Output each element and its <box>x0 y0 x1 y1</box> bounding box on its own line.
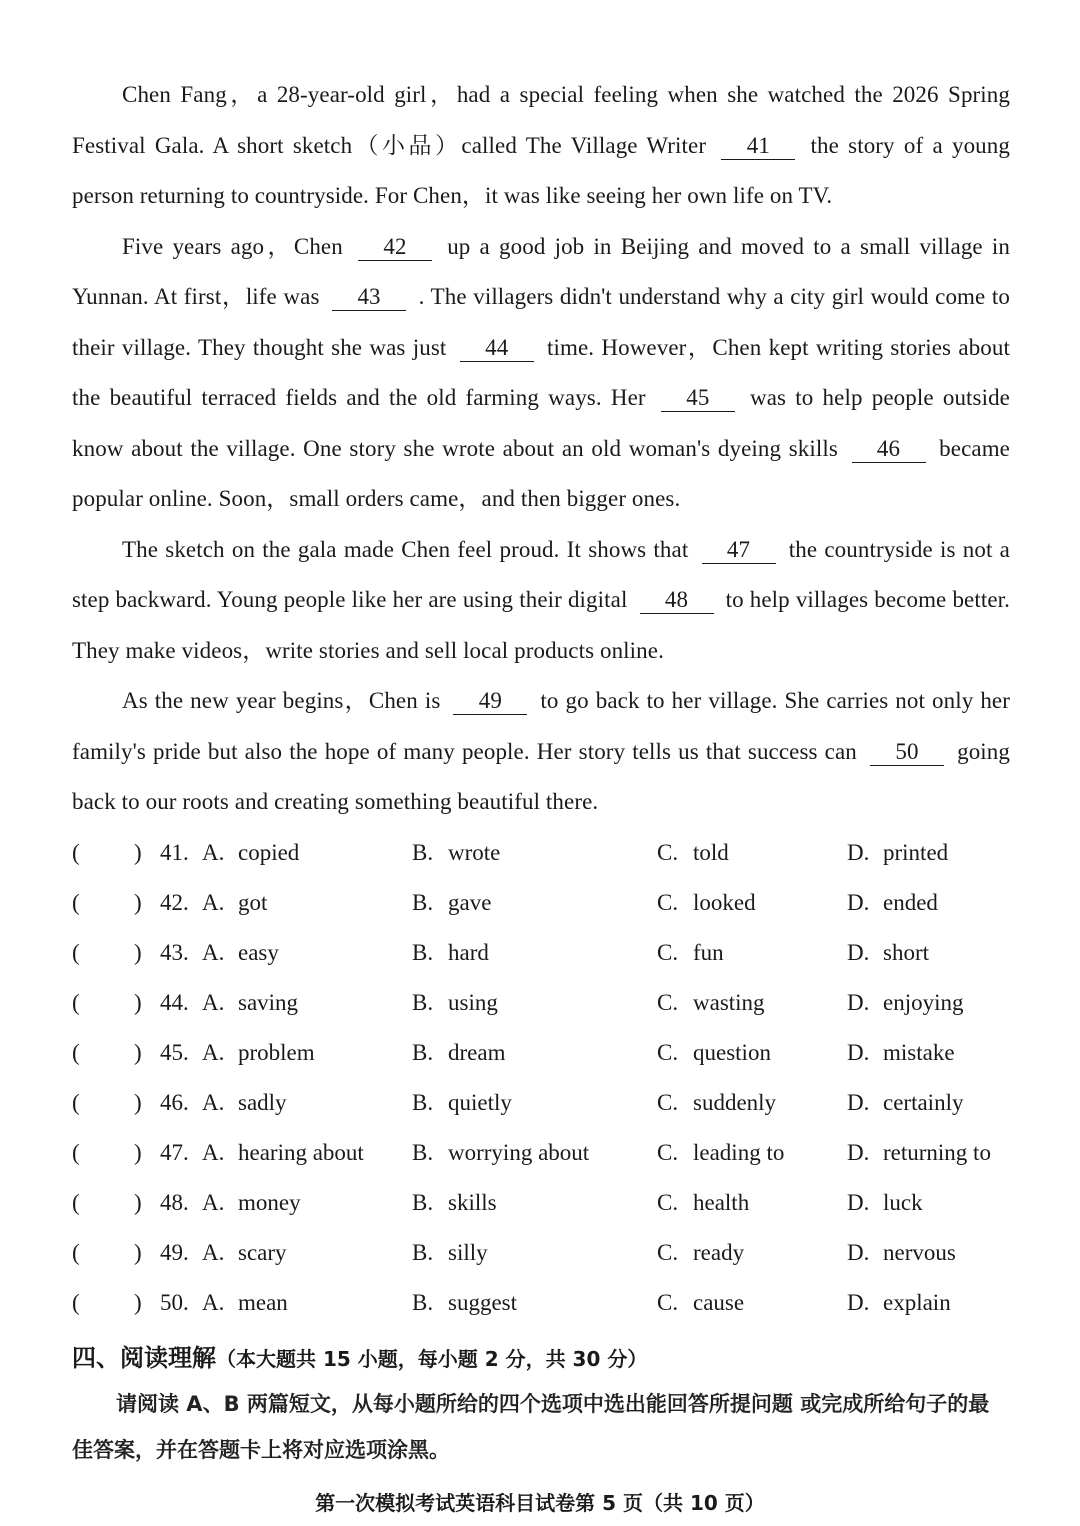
blank-49: 49 <box>453 688 527 715</box>
option-letter: D. <box>847 1239 870 1265</box>
answer-paren-close: ) <box>134 889 142 915</box>
option-letter: B. <box>412 1039 434 1065</box>
option-text: dream <box>448 1039 506 1065</box>
question-number: 44. <box>160 989 189 1015</box>
cloze-passage <box>72 70 1010 828</box>
option-text: wasting <box>693 989 765 1015</box>
option-text: got <box>238 889 268 915</box>
option-a <box>202 1190 412 1216</box>
option-text: mean <box>238 1289 288 1315</box>
option-letter: D. <box>847 889 870 915</box>
option-d <box>847 940 1010 966</box>
option-c <box>657 840 847 866</box>
passage-paragraph <box>72 676 1010 828</box>
option-letter: A. <box>202 1089 225 1115</box>
option-letter: B. <box>412 839 434 865</box>
option-text: certainly <box>883 1089 964 1115</box>
passage-text: became popular online. Soon，small orders came，and then bigger ones. <box>72 435 1010 511</box>
option-text: wrote <box>448 839 501 865</box>
option-letter: B. <box>412 1289 434 1315</box>
option-d <box>847 1140 1010 1166</box>
question-number: 45. <box>160 1039 189 1065</box>
question-number: 50. <box>160 1289 189 1315</box>
question-row <box>72 928 1010 978</box>
option-letter: C. <box>657 939 679 965</box>
question-number-cell <box>72 1140 202 1166</box>
answer-paren-open: ( <box>72 1239 80 1265</box>
option-b <box>412 840 657 866</box>
answer-paren-close: ) <box>134 839 142 865</box>
option-a <box>202 1240 412 1266</box>
answer-paren-open: ( <box>72 889 80 915</box>
passage-paragraph <box>72 222 1010 525</box>
option-letter: B. <box>412 1139 434 1165</box>
option-text: ready <box>693 1239 745 1265</box>
option-c <box>657 990 847 1016</box>
option-letter: B. <box>412 1239 434 1265</box>
question-row <box>72 878 1010 928</box>
option-letter: D. <box>847 1089 870 1115</box>
question-number-cell <box>72 1090 202 1116</box>
option-b <box>412 940 657 966</box>
answer-paren-open: ( <box>72 1189 80 1215</box>
blank-46: 46 <box>852 436 926 463</box>
option-letter: D. <box>847 989 870 1015</box>
question-number-cell <box>72 1240 202 1266</box>
option-letter: A. <box>202 1139 225 1165</box>
answer-paren-open: ( <box>72 1139 80 1165</box>
blank-41: 41 <box>721 133 795 160</box>
page-footer: 第一次模拟考试英语科目试卷第 5 页（共 10 页） <box>315 1491 765 1515</box>
question-row <box>72 1228 1010 1278</box>
question-row <box>72 1128 1010 1178</box>
answer-paren-open: ( <box>72 839 80 865</box>
option-c <box>657 940 847 966</box>
question-number: 41. <box>160 839 189 865</box>
option-c <box>657 1190 847 1216</box>
question-number-cell <box>72 840 202 866</box>
question-row <box>72 1278 1010 1328</box>
option-text: fun <box>693 939 724 965</box>
passage-paragraph <box>72 70 1010 222</box>
passage-text: to go back to her village. She carries not only her family's pride but also the hope of many people. Her story tells us that success can <box>72 688 1010 764</box>
option-d <box>847 1190 1010 1216</box>
option-text: health <box>693 1189 750 1215</box>
option-b <box>412 1290 657 1316</box>
passage-text: going back to our roots and creating something beautiful there. <box>72 738 1010 814</box>
option-c <box>657 1240 847 1266</box>
option-text: looked <box>693 889 756 915</box>
option-letter: B. <box>412 989 434 1015</box>
question-number-cell <box>72 940 202 966</box>
option-b <box>412 990 657 1016</box>
option-text: explain <box>883 1289 951 1315</box>
blank-47: 47 <box>702 537 776 564</box>
option-b <box>412 890 657 916</box>
option-letter: C. <box>657 989 679 1015</box>
question-number-cell <box>72 890 202 916</box>
option-d <box>847 1090 1010 1116</box>
option-a <box>202 890 412 916</box>
option-letter: C. <box>657 889 679 915</box>
passage-text: The sketch on the gala made Chen feel proud. It shows that <box>122 536 689 562</box>
option-text: money <box>238 1189 301 1215</box>
option-letter: C. <box>657 1289 679 1315</box>
passage-text: to help villages become better. They make videos，write stories and sell local products online. <box>72 587 1010 663</box>
option-a <box>202 840 412 866</box>
option-letter: A. <box>202 839 225 865</box>
option-text: returning to <box>883 1139 991 1165</box>
passage-text: As the new year begins，Chen is <box>122 688 441 713</box>
option-letter: A. <box>202 1289 225 1315</box>
option-text: problem <box>238 1039 315 1065</box>
question-row <box>72 1078 1010 1128</box>
option-letter: C. <box>657 1189 679 1215</box>
option-b <box>412 1240 657 1266</box>
option-b <box>412 1040 657 1066</box>
option-letter: C. <box>657 1139 679 1165</box>
question-number: 48. <box>160 1189 189 1215</box>
option-text: enjoying <box>883 989 964 1015</box>
blank-45: 45 <box>661 385 735 412</box>
option-letter: D. <box>847 1039 870 1065</box>
option-d <box>847 840 1010 866</box>
blank-44: 44 <box>460 335 534 362</box>
option-c <box>657 1140 847 1166</box>
answer-paren-close: ) <box>134 939 142 965</box>
answer-paren-open: ( <box>72 939 80 965</box>
option-letter: C. <box>657 839 679 865</box>
option-text: luck <box>883 1189 923 1215</box>
option-letter: B. <box>412 939 434 965</box>
option-d <box>847 890 1010 916</box>
option-b <box>412 1140 657 1166</box>
option-text: nervous <box>883 1239 956 1265</box>
option-text: cause <box>693 1289 745 1315</box>
answer-paren-close: ) <box>134 1189 142 1215</box>
passage-text: the story of a young person returning to countryside. For Chen，it was like seeing her own life on TV. <box>72 132 1010 208</box>
blank-50: 50 <box>870 739 944 766</box>
option-text: copied <box>238 839 300 865</box>
passage-text: Chen Fang，a 28-year-old girl，had a special feeling when she watched the 2026 Spring Festival Gala. A short sketch（小品）called The Village Writer <box>72 82 1010 158</box>
answer-paren-open: ( <box>72 1289 80 1315</box>
question-number: 47. <box>160 1139 189 1165</box>
option-a <box>202 1040 412 1066</box>
blank-43: 43 <box>332 284 406 311</box>
blank-48: 48 <box>640 587 714 614</box>
question-row <box>72 978 1010 1028</box>
option-c <box>657 1040 847 1066</box>
question-number: 46. <box>160 1089 189 1115</box>
option-text: silly <box>448 1239 488 1265</box>
answer-paren-close: ) <box>134 1139 142 1165</box>
question-number: 49. <box>160 1239 189 1265</box>
option-text: gave <box>448 889 492 915</box>
option-d <box>847 1040 1010 1066</box>
option-letter: B. <box>412 1189 434 1215</box>
question-number-cell <box>72 990 202 1016</box>
question-number-cell <box>72 1290 202 1316</box>
option-letter: C. <box>657 1039 679 1065</box>
option-text: printed <box>883 839 949 865</box>
option-text: hard <box>448 939 489 965</box>
option-c <box>657 1290 847 1316</box>
question-number: 42. <box>160 889 189 915</box>
answer-paren-open: ( <box>72 989 80 1015</box>
option-text: saving <box>238 989 299 1015</box>
option-letter: D. <box>847 1139 870 1165</box>
passage-text: Five years ago，Chen <box>122 233 343 259</box>
option-letter: D. <box>847 839 870 865</box>
option-d <box>847 990 1010 1016</box>
question-number-cell <box>72 1190 202 1216</box>
option-text: skills <box>448 1189 497 1215</box>
question-number-cell <box>72 1040 202 1066</box>
question-row <box>72 1178 1010 1228</box>
option-b <box>412 1190 657 1216</box>
option-letter: A. <box>202 1239 225 1265</box>
option-a <box>202 940 412 966</box>
passage-text: . The villagers didn't understand why a city girl would come to their village. They thought she was just <box>72 284 1011 360</box>
option-letter: D. <box>847 939 870 965</box>
option-c <box>657 890 847 916</box>
section-title: 四、阅读理解 <box>72 1343 216 1372</box>
option-letter: A. <box>202 939 225 965</box>
answer-paren-open: ( <box>72 1039 80 1065</box>
passage-text: was to help people outside know about the village. One story she wrote about an old woman's dyeing skills <box>72 385 1010 461</box>
option-text: ended <box>883 889 938 915</box>
option-letter: A. <box>202 989 225 1015</box>
option-a <box>202 1090 412 1116</box>
answer-paren-close: ) <box>134 1239 142 1265</box>
question-number: 43. <box>160 939 189 965</box>
option-letter: D. <box>847 1289 870 1315</box>
option-a <box>202 1140 412 1166</box>
option-text: short <box>883 939 929 965</box>
answer-paren-close: ) <box>134 1089 142 1115</box>
option-text: told <box>693 839 729 865</box>
option-a <box>202 990 412 1016</box>
blank-42: 42 <box>358 234 432 261</box>
question-row <box>72 828 1010 878</box>
passage-text: time. However，Chen kept writing stories about the beautiful terraced fields and the old farming ways. Her <box>72 334 1010 410</box>
option-letter: C. <box>657 1239 679 1265</box>
section-heading <box>72 1336 1010 1381</box>
option-letter: A. <box>202 1039 225 1065</box>
option-text: quietly <box>448 1089 512 1115</box>
section-instruction: 请阅读 A、B 两篇短文，从每小题所给的四个选项中选出能回答所提问题 或完成所给句子的最佳答案，并在答题卡上将对应选项涂黑。 <box>72 1391 990 1462</box>
passage-text: up a good job in Beijing and moved to a small village in Yunnan. At first，life was <box>72 233 1010 309</box>
option-text: mistake <box>883 1039 955 1065</box>
cloze-questions <box>72 828 1010 1328</box>
passage-text: the countryside is not a step backward. Young people like her are using their digital <box>72 536 1010 612</box>
section-note: （本大题共 15 小题，每小题 2 分，共 30 分） <box>216 1346 648 1371</box>
option-letter: D. <box>847 1189 870 1215</box>
option-letter: A. <box>202 889 225 915</box>
option-text: worrying about <box>448 1139 590 1165</box>
option-letter: A. <box>202 1189 225 1215</box>
option-letter: C. <box>657 1089 679 1115</box>
option-text: suddenly <box>693 1089 777 1115</box>
option-text: question <box>693 1039 771 1065</box>
answer-paren-close: ) <box>134 1289 142 1315</box>
question-row <box>72 1028 1010 1078</box>
option-c <box>657 1090 847 1116</box>
option-text: hearing about <box>238 1139 364 1165</box>
option-a <box>202 1290 412 1316</box>
option-text: using <box>448 989 498 1015</box>
answer-paren-open: ( <box>72 1089 80 1115</box>
option-text: suggest <box>448 1289 517 1315</box>
answer-paren-close: ) <box>134 1039 142 1065</box>
option-letter: B. <box>412 1089 434 1115</box>
answer-paren-close: ) <box>134 989 142 1015</box>
option-text: scary <box>238 1239 287 1265</box>
option-text: sadly <box>238 1089 287 1115</box>
option-d <box>847 1290 1010 1316</box>
passage-paragraph <box>72 525 1010 677</box>
option-text: easy <box>238 939 279 965</box>
option-d <box>847 1240 1010 1266</box>
option-letter: B. <box>412 889 434 915</box>
option-b <box>412 1090 657 1116</box>
option-text: leading to <box>693 1139 785 1165</box>
